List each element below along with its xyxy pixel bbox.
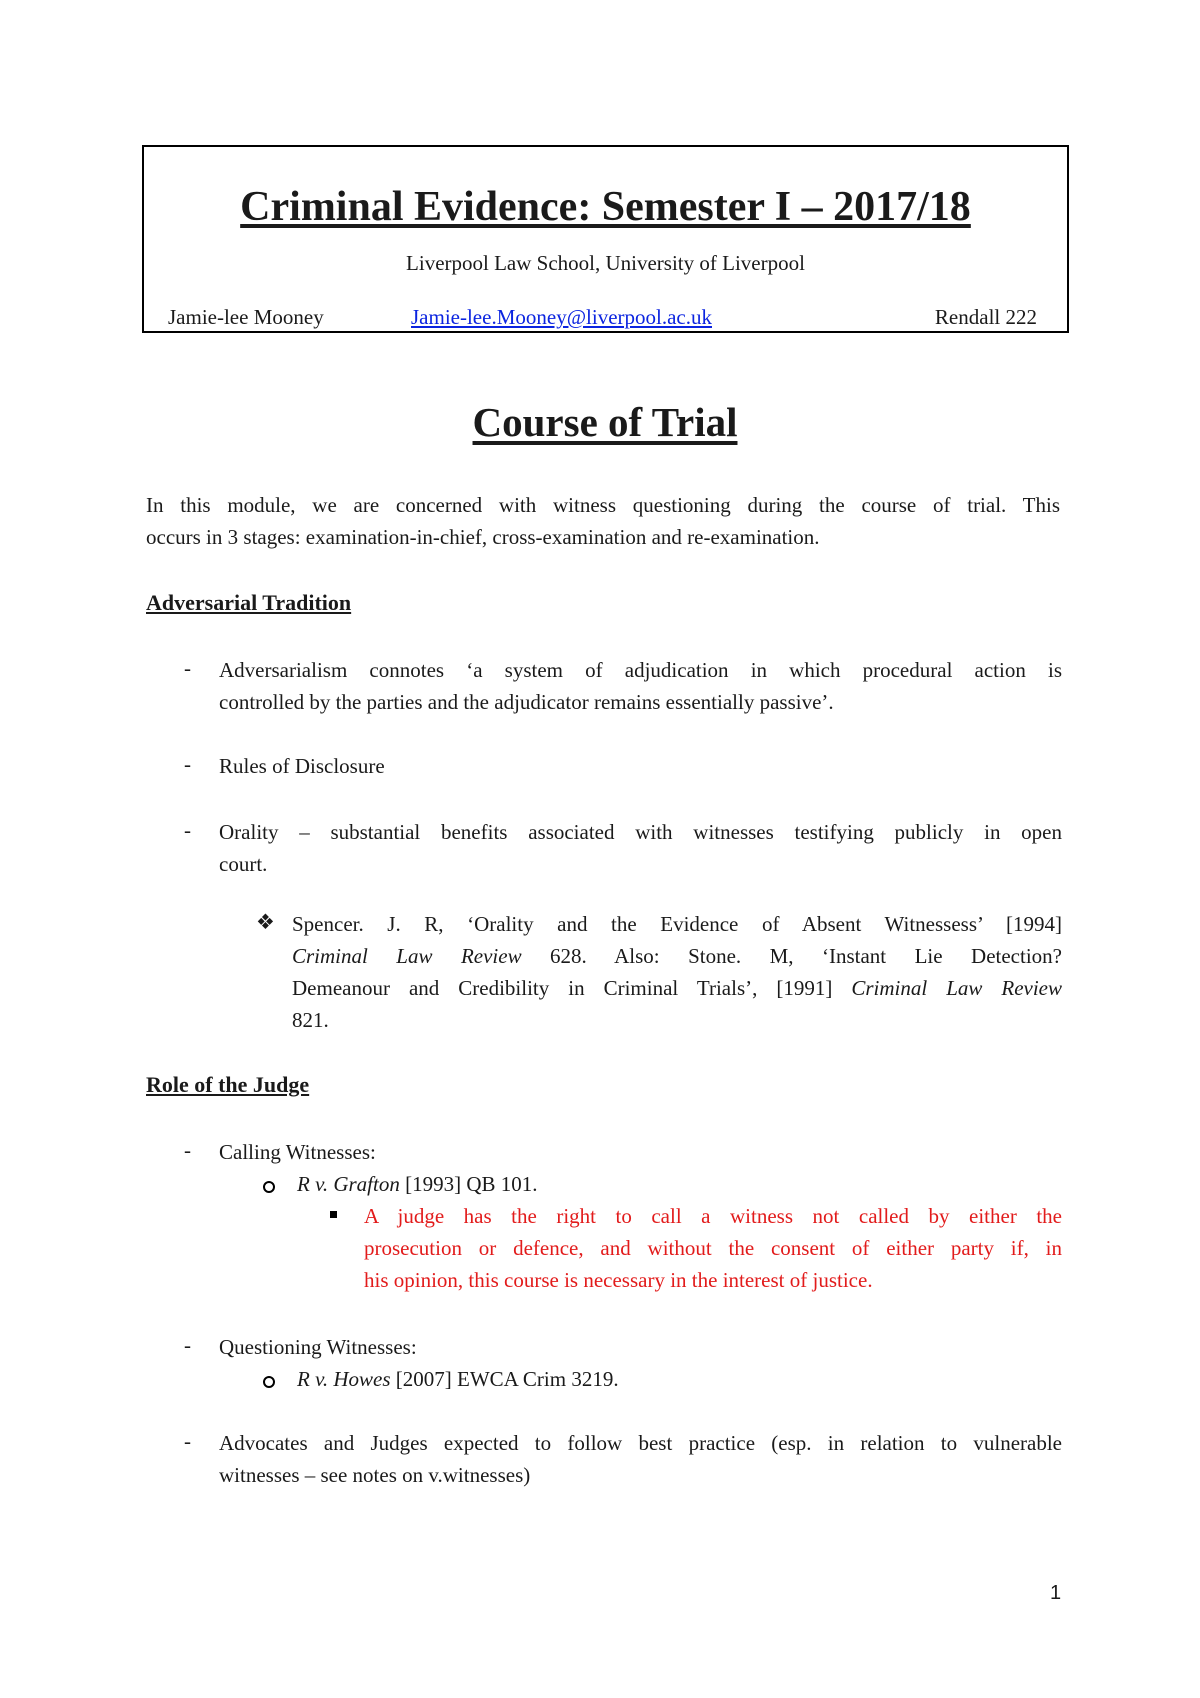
- circle-bullet-icon: [263, 1376, 275, 1388]
- list-item-calling-witnesses: [219, 1136, 1062, 1168]
- list-item-disclosure: [219, 750, 1062, 782]
- citation: [2007] EWCA Crim 3219.: [390, 1367, 619, 1391]
- dash-marker: -: [184, 1138, 191, 1162]
- case-name: R v. Grafton: [297, 1172, 400, 1196]
- reference-spencer: [292, 908, 1062, 1036]
- list-item-line: witnesses – see notes on v.witnesses): [219, 1463, 531, 1487]
- journal-title: Criminal Law Review: [851, 976, 1063, 1000]
- list-item-line: Rules of Disclosure: [219, 754, 385, 778]
- citation: [1993] QB 101.: [399, 1172, 538, 1196]
- room: Rendall 222: [934, 305, 1037, 329]
- contact-row: [144, 305, 1067, 333]
- list-item-line: Adversarialism connotes ‘a system of adjudication in which procedural action is: [219, 658, 1062, 682]
- institution: Liverpool Law School, University of Liverpool: [406, 251, 805, 275]
- case-name: R v. Howes: [297, 1367, 391, 1391]
- header-box: [142, 145, 1069, 333]
- section-heading-adversarial: Adversarial Tradition: [146, 590, 352, 615]
- grafton-note: [364, 1200, 1062, 1296]
- list-item-line: Orality – substantial benefits associated with witnesses testifying publicly in open: [219, 820, 1062, 844]
- list-item-line: court.: [219, 852, 268, 876]
- intro-paragraph: [146, 489, 1060, 553]
- journal-title: Criminal Law Review: [292, 944, 522, 968]
- case-line: [297, 1363, 1062, 1395]
- note-line: prosecution or defence, and without the consent of either party if, in: [364, 1236, 1062, 1260]
- dash-marker: -: [184, 1429, 191, 1453]
- case-line: [297, 1168, 1062, 1200]
- list-item-questioning-witnesses: [219, 1331, 1062, 1363]
- intro-line-1: In this module, we are concerned with witness questioning during the course of trial. This: [146, 493, 1060, 517]
- note-line: A judge has the right to call a witness not called by either the: [364, 1204, 1062, 1228]
- square-bullet-icon: [330, 1211, 337, 1218]
- page-number: 1: [1050, 1582, 1062, 1604]
- reference-line: Spencer. J. R, ‘Orality and the Evidence of Absent Witnessess’ [1994]: [292, 912, 1062, 936]
- dash-marker: -: [184, 656, 191, 680]
- list-item-orality: [219, 816, 1062, 880]
- section-heading-judge: Role of the Judge: [146, 1072, 310, 1097]
- case-howes: [297, 1363, 1062, 1395]
- list-item-line: Questioning Witnesses:: [219, 1335, 417, 1359]
- reference-line: [292, 972, 1062, 1004]
- email-link[interactable]: Jamie-lee.Mooney@liverpool.ac.uk: [411, 305, 712, 329]
- list-item-line: Advocates and Judges expected to follow best practice (esp. in relation to vulnerable: [219, 1431, 1062, 1455]
- reference-text: 628. Also: Stone. M, ‘Instant Lie Detection?: [521, 944, 1062, 968]
- note-line: his opinion, this course is necessary in the interest of justice.: [364, 1268, 873, 1292]
- document-title: Criminal Evidence: Semester I – 2017/18: [240, 184, 971, 230]
- case-grafton: [297, 1168, 1062, 1200]
- intro-line-2: occurs in 3 stages: examination-in-chief, cross-examination and re-examination.: [146, 525, 820, 549]
- reference-line: [292, 940, 1062, 972]
- list-item-line: Calling Witnesses:: [219, 1140, 376, 1164]
- page-title: Course of Trial: [472, 399, 738, 445]
- reference-line: 821.: [292, 1008, 329, 1032]
- list-item-adversarialism: [219, 654, 1062, 718]
- reference-text: Demeanour and Credibility in Criminal Trials’, [1991]: [292, 976, 852, 1000]
- dash-marker: -: [184, 1333, 191, 1357]
- circle-bullet-icon: [263, 1181, 275, 1193]
- list-item-line: controlled by the parties and the adjudicator remains essentially passive’.: [219, 690, 834, 714]
- dash-marker: -: [184, 818, 191, 842]
- diamond-marker: ❖: [256, 910, 275, 934]
- dash-marker: -: [184, 752, 191, 776]
- lecturer-name: Jamie-lee Mooney: [168, 305, 324, 329]
- list-item-advocates: [219, 1427, 1062, 1491]
